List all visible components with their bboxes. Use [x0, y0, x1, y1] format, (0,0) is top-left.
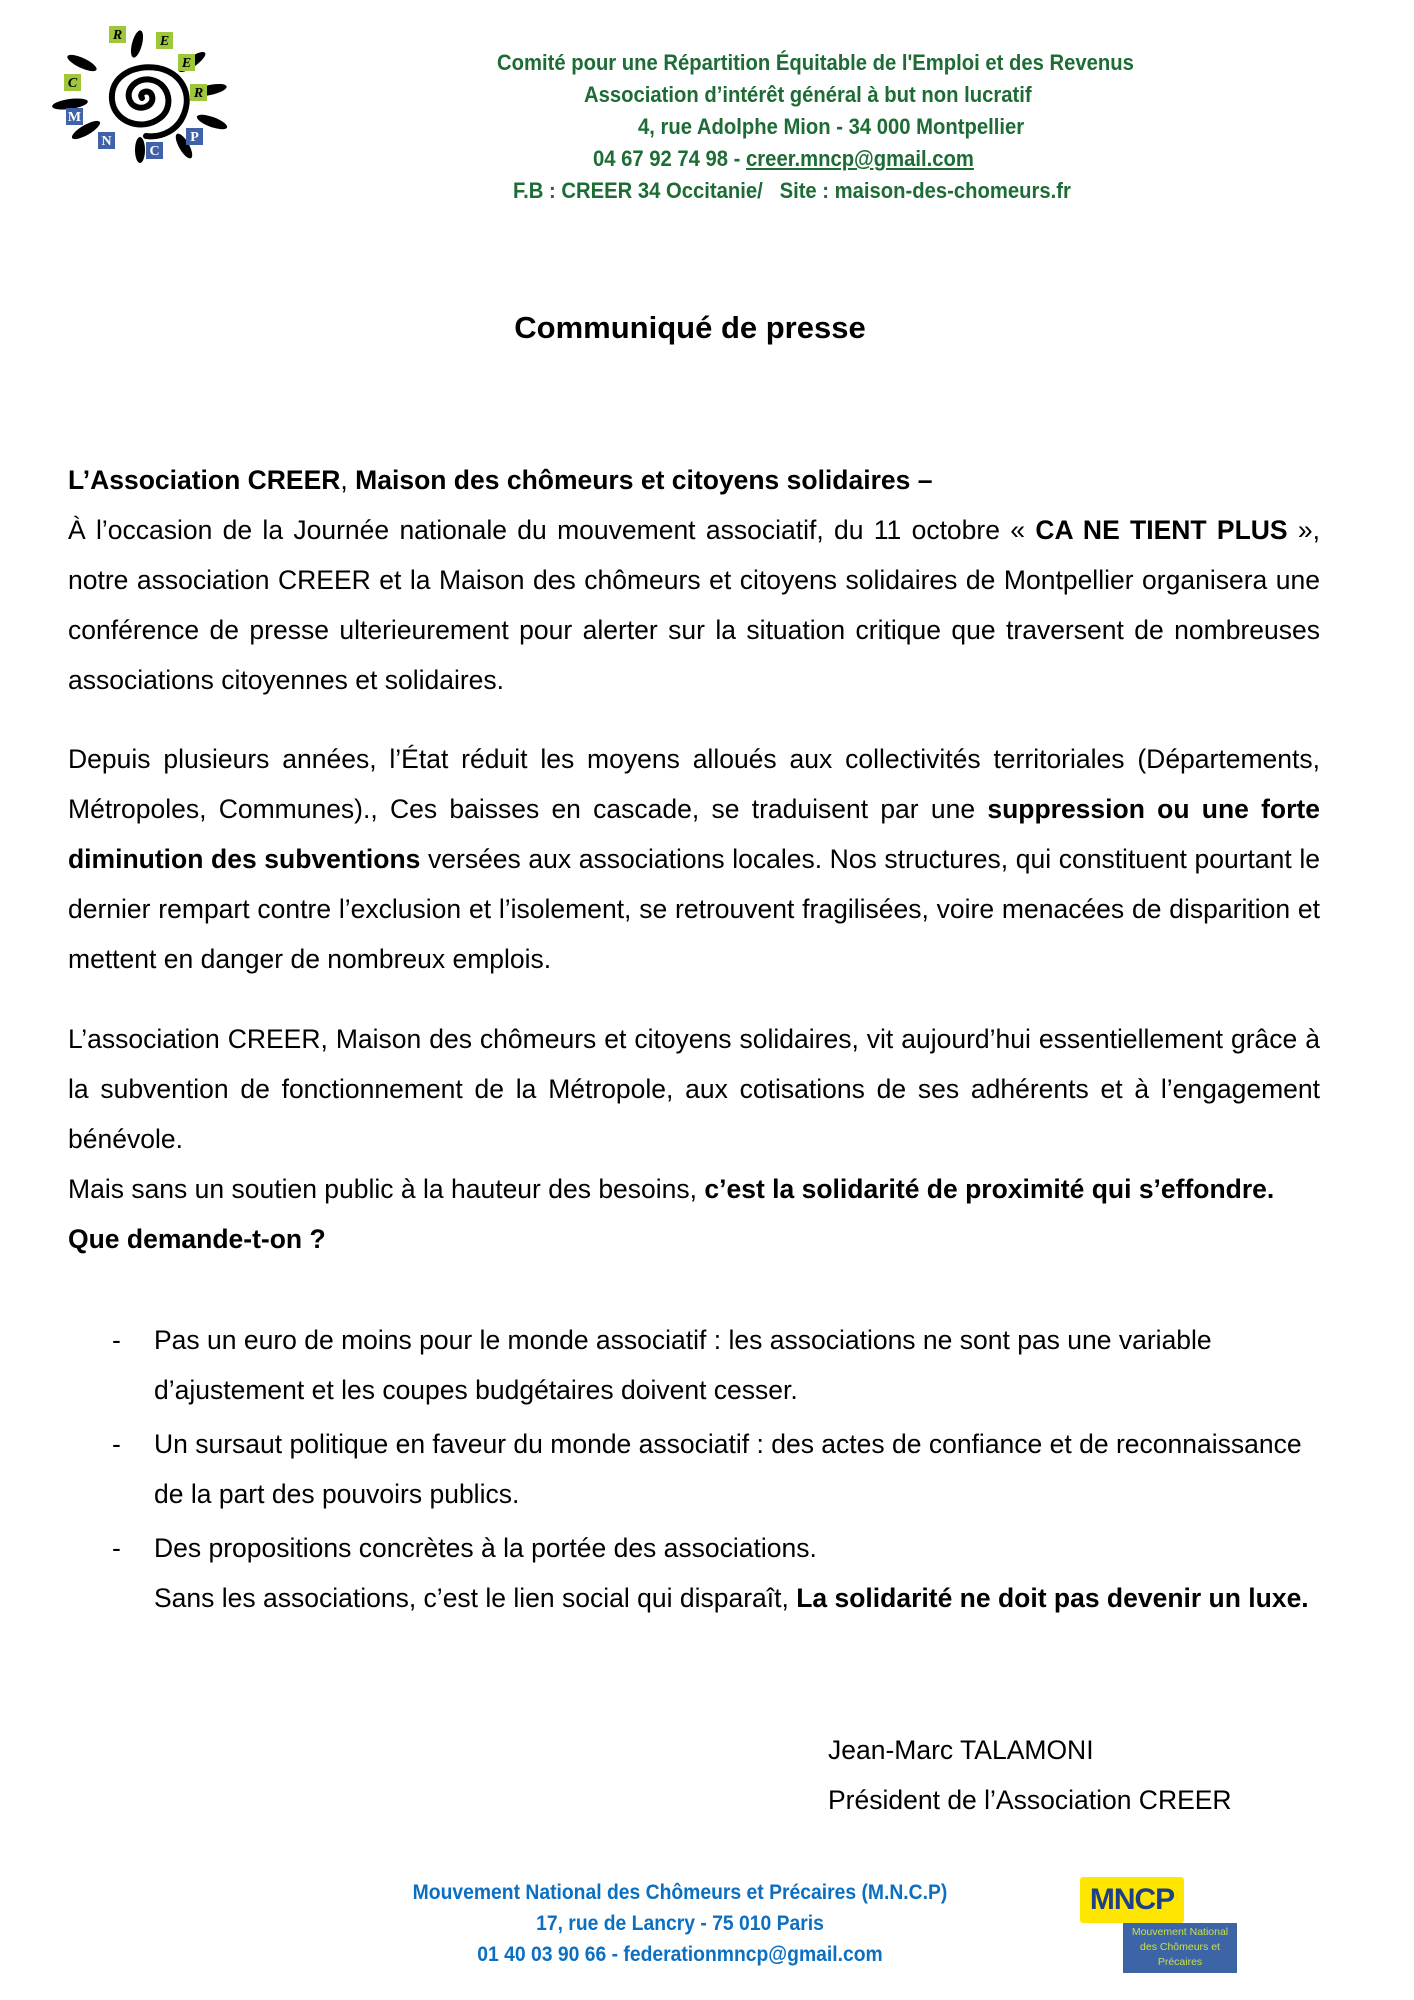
intro-heading-sep: , — [340, 465, 356, 495]
list-item — [68, 1315, 1320, 1415]
header-contact — [593, 143, 1414, 175]
signature-name: Jean-Marc TALAMONI — [828, 1735, 1094, 1765]
para3-mais-bold: c’est la solidarité de proximité qui s’effondre. — [704, 1174, 1275, 1204]
closing-text: Sans les associations, c’est le lien social qui disparaît, — [154, 1583, 797, 1613]
header-org-status: Association d’intérêt général à but non lucratif — [584, 82, 1032, 107]
list-item-text: Pas un euro de moins pour le monde associatif : les associations ne sont pas une variable d’ajustement et les coupes budgétaires doivent cesser. — [154, 1325, 1212, 1405]
svg-text:C: C — [149, 144, 160, 159]
svg-text:M: M — [67, 110, 82, 125]
page-title: Communiqué de presse — [514, 310, 866, 345]
footer-org-name: Mouvement National des Chômeurs et Précaires (M.N.C.P) — [412, 1881, 948, 1904]
logo-letter: C — [67, 76, 78, 91]
intro-section — [68, 455, 1320, 705]
para3-mais-a: Mais sans un soutien public à la hauteur des besoins, — [68, 1174, 705, 1204]
intro-text-b: », notre association CREER et la Maison des chômeurs et citoyens solidaires de Montpellier organisera une conférence de presse ulterieurement pour alerter sur la situation critique que traversent de nombreuses associations citoyennes et solidaires. — [68, 515, 1320, 695]
para2-text-a: Depuis plusieurs années, l’État réduit les moyens alloués aux collectivités territoriales (Départements, Métropoles, Communes)., Ces baisses en cascade, se traduisent par une — [68, 744, 1320, 824]
svg-text:R: R — [112, 28, 123, 43]
mncp-logo — [1080, 1877, 1240, 1975]
svg-text:E: E — [181, 56, 192, 71]
signature-role: Président de l’Association CREER — [828, 1785, 1232, 1815]
header-email-link[interactable]: creer.mncp@gmail.com — [746, 146, 974, 171]
paragraph-funding — [68, 734, 1320, 984]
list-item-text: Des propositions concrètes à la portée des associations. — [154, 1533, 817, 1563]
intro-slogan: CA NE TIENT PLUS — [1035, 515, 1288, 545]
requests-list — [68, 1315, 1320, 1627]
svg-text:N: N — [101, 134, 112, 149]
sun-spiral-icon — [42, 18, 232, 168]
intro-heading-b: Maison des chômeurs et citoyens solidaires – — [355, 465, 933, 495]
footer-address: 17, rue de Lancry - 75 010 Paris — [536, 1912, 824, 1935]
header-org-name: Comité pour une Répartition Équitable de l'Emploi et des Revenus — [497, 50, 1134, 75]
para3-text: L’association CREER, Maison des chômeurs et citoyens solidaires, vit aujourd’hui essentiellement grâce à la subvention de fonctionnement de la Métropole, aux cotisations de ses adhérents et à l’engagement bénévole. — [68, 1024, 1320, 1154]
dash-bullet-icon: - — [112, 1429, 121, 1459]
svg-text:R: R — [193, 86, 204, 101]
intro-heading — [68, 455, 1320, 505]
mncp-logo-title: MNCP — [1080, 1877, 1184, 1923]
header-social: F.B : CREER 34 Occitanie/ Site : maison-des-chomeurs.fr — [513, 178, 1071, 203]
mncp-logo-subtitle — [1123, 1923, 1237, 1973]
dash-bullet-icon: - — [112, 1533, 121, 1563]
intro-paragraph — [68, 505, 1320, 705]
list-item-text: Un sursaut politique en faveur du monde associatif : des actes de confiance et de reconnaissance de la part des pouvoirs publics. — [154, 1429, 1302, 1509]
mncp-subtitle-line: Mouvement National — [1131, 1926, 1229, 1938]
para3-mais — [68, 1164, 1320, 1214]
closing-bold: La solidarité ne doit pas devenir un luxe. — [796, 1583, 1309, 1613]
list-item — [68, 1523, 1320, 1623]
creer-logo — [42, 18, 232, 168]
para2-bold: suppression ou une forte diminution des subventions — [68, 794, 1320, 874]
mncp-subtitle-line: Précaires — [1157, 1956, 1203, 1968]
paragraph-funding-text — [68, 734, 1320, 984]
svg-text:P: P — [190, 130, 199, 145]
requests-heading: Que demande-t-on ? — [68, 1224, 326, 1254]
para2-text-b: versées aux associations locales. Nos structures, qui constituent pourtant le dernier rempart contre l’exclusion et l’isolement, se retrouvent fragilisées, voire menacées de disparition et mettent en danger de nombreux emplois. — [68, 844, 1320, 974]
svg-text:E: E — [159, 34, 170, 49]
intro-heading-a: L’Association CREER — [68, 465, 341, 495]
footer-contact: 01 40 03 90 66 - federationmncp@gmail.com — [477, 1943, 883, 1966]
paragraph-creer — [68, 1014, 1320, 1264]
list-item — [68, 1419, 1320, 1519]
mncp-subtitle-line: des Chômeurs et — [1140, 1941, 1220, 1953]
intro-text-a: À l’occasion de la Journée nationale du mouvement associatif, du 11 octobre « — [68, 515, 1036, 545]
dash-bullet-icon: - — [112, 1325, 121, 1355]
header-phone: 04 67 92 74 98 - — [593, 146, 747, 171]
header-address: 4, rue Adolphe Mion - 34 000 Montpellier — [638, 114, 1025, 139]
